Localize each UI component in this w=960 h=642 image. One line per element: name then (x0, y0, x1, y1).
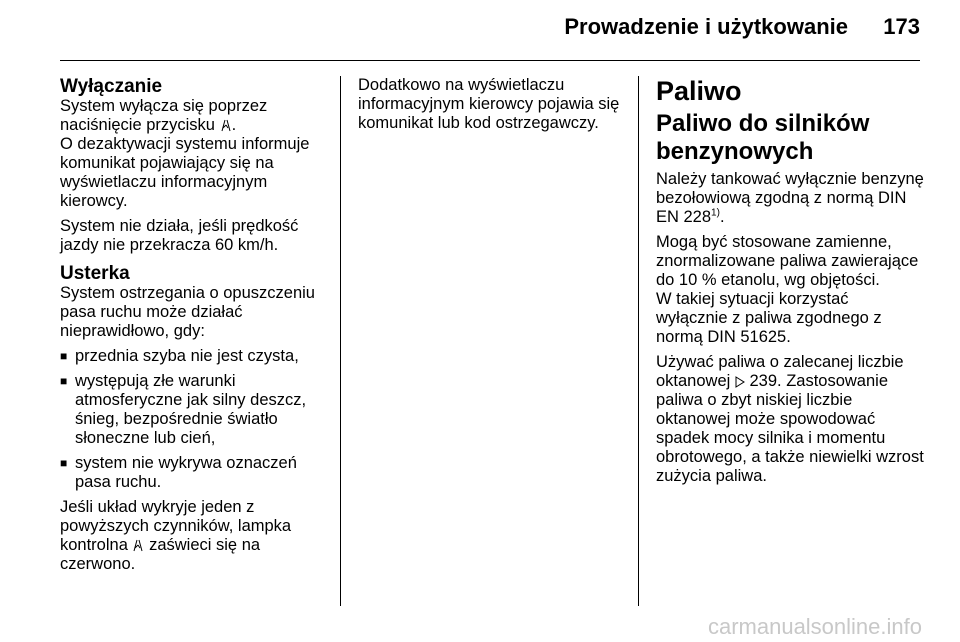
list-item (60, 347, 322, 366)
square-bullet-icon: ■ (60, 374, 68, 388)
paragraph-fuel-4-text: Używać paliwa o zalecanej liczbie oktanowej (656, 353, 904, 390)
paragraph-fuel-1-end: . (719, 208, 725, 226)
list-item (60, 454, 322, 492)
paragraph-fuel-1 (656, 170, 924, 227)
fault-conditions-list (60, 347, 322, 492)
column-divider-right (638, 76, 639, 606)
list-item-text: system nie wykrywa oznaczeń pasa ruchu. (75, 454, 297, 491)
paragraph-fuel-3: W takiej sytuacji korzystać wyłącznie z paliwa zgodnego z normą DIN 51625. (656, 290, 882, 346)
section-heading-fault: Usterka (60, 263, 130, 284)
paragraph-fault: System ostrzegania o opuszczeniu pasa ruchu może działać nieprawidłowo, gdy: (60, 284, 315, 340)
paragraph-off-3: System nie działa, jeśli prędkość jazdy nie przekracza 60 km/h. (60, 217, 299, 254)
paragraph-off-2: O dezaktywacji systemu informuje komunikat pojawiający się na wyświetlaczu informacyjnym kierowcy. (60, 135, 310, 210)
column-middle (358, 76, 620, 139)
paragraph-additional-warning: Dodatkowo na wyświetlaczu informacyjnym kierowcy pojawia się komunikat lub kod ostrzegawczy. (358, 76, 620, 132)
paragraph-fuel-1-text: Należy tankować wyłącznie benzynę bezołowiową zgodną z normą DIN EN 228 (656, 170, 924, 226)
chapter-heading-fuel: Paliwo (656, 76, 742, 106)
paragraph-fault-end-rest: zaświeci się na czerwono. (60, 536, 261, 573)
page-reference-link[interactable]: 239 (749, 372, 778, 390)
paragraph-fault-end (60, 498, 322, 574)
square-bullet-icon: ■ (60, 456, 68, 470)
section-heading-off: Wyłączanie (60, 76, 163, 97)
paragraph-fuel-2: Mogą być stosowane zamienne, znormalizowane paliwa zawierające do 10 % etanolu, wg objętości. (656, 233, 919, 289)
lane-departure-warning-icon (220, 119, 232, 132)
column-right (656, 76, 924, 492)
paragraph-off-1-text: System wyłącza się poprzez naciśnięcie przycisku (60, 97, 268, 134)
column-divider-left (340, 76, 341, 606)
paragraph-off-1 (60, 97, 322, 135)
list-item-text: przednia szyba nie jest czysta, (75, 347, 299, 365)
page-number: 173 (883, 14, 920, 39)
header-divider (60, 60, 920, 61)
paragraph-fuel-4-rest: . Zastosowanie paliwa o zbyt niskiej liczbie oktanowej może spowodować spadek mocy silnika i momentu obrotowego, a także niewielki wzrost zużycia paliwa. (656, 372, 924, 485)
square-bullet-icon: ■ (60, 349, 68, 363)
page-reference-arrow-icon (735, 376, 745, 388)
list-item-text: występują złe warunki atmosferyczne jak silny deszcz, śnieg, bezpośrednie światło słoneczne lub cień, (75, 372, 307, 447)
paragraph-off-1-end: . (231, 116, 237, 134)
list-item (60, 372, 322, 448)
paragraph-fault-end-text: Jeśli układ wykryje jeden z powyższych czynników, lampka kontrolna (60, 498, 292, 554)
page-header-title: Prowadzenie i użytkowanie (564, 14, 848, 39)
section-heading-petrol-fuel: Paliwo do silników benzynowych (656, 110, 870, 165)
paragraph-fuel-4 (656, 353, 924, 486)
lane-departure-warning-icon (132, 539, 144, 552)
footnote-marker: 1) (711, 207, 720, 219)
column-left (60, 76, 322, 580)
watermark: carmanualsonline.info (707, 614, 922, 639)
